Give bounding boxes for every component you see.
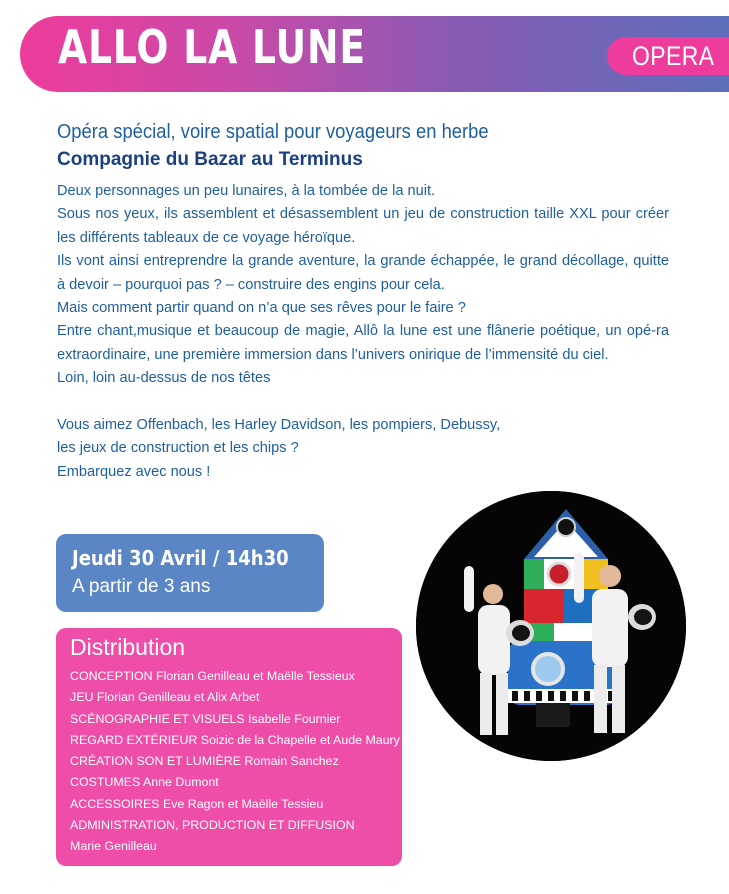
description-line: Ils vont ainsi entreprendre la grande aventure, la grande échappée, le grand décollage, quitte à devoir – pourquoi pas ? – construire des engins pour cela. bbox=[57, 253, 669, 293]
credit-item: ADMINISTRATION, PRODUCTION ET DIFFUSION bbox=[70, 818, 355, 833]
description-line: Sous nos yeux, ils assemblent et désassemblent un jeu de construction taille XXL pour créer les différents tableaux de ce voyage héroïque. bbox=[57, 206, 669, 246]
credit-item: CRÉATION SON ET LUMIÈRE Romain Sanchez bbox=[70, 754, 339, 769]
distribution-title: Distribution bbox=[70, 634, 186, 660]
show-photo-illustration bbox=[416, 491, 686, 761]
credits-list bbox=[70, 666, 400, 858]
show-description bbox=[57, 180, 669, 391]
description-line: Mais comment partir quand on n’a que ses rêves pour le faire ? bbox=[57, 300, 466, 317]
description-line: Entre chant,musique et beaucoup de magie, Allô la lune est une flânerie poétique, un opé-ra extraordinaire, une première immersion dans l’univers onirique de l’immensité du ciel. bbox=[57, 323, 669, 363]
description-line: Deux personnages un peu lunaires, à la tombée de la nuit. bbox=[57, 183, 436, 199]
age-recommendation: A partir de 3 ans bbox=[72, 576, 211, 597]
teaser-line: les jeux de construction et les chips ? bbox=[57, 440, 299, 457]
teaser-text bbox=[57, 414, 577, 484]
teaser-line: Vous aimez Offenbach, les Harley Davidson, les pompiers, Debussy, bbox=[57, 417, 501, 433]
credit-item: REGARD EXTÉRIEUR Soizic de la Chapelle et Aude Maury bbox=[70, 732, 400, 747]
credit-item: ACCESSOIRES Eve Ragon et Maëlle Tessieu bbox=[70, 796, 324, 811]
teaser-line: Embarquez avec nous ! bbox=[57, 463, 211, 480]
credit-item: SCÉNOGRAPHIE ET VISUELS Isabelle Fournier bbox=[70, 711, 341, 726]
credit-item: Marie Genilleau bbox=[70, 839, 157, 854]
company-name: Compagnie du Bazar au Terminus bbox=[57, 149, 363, 170]
page-title: ALLO LA LUNE bbox=[58, 20, 366, 74]
description-line: Loin, loin au-dessus de nos têtes bbox=[57, 370, 271, 387]
show-photo bbox=[416, 491, 686, 761]
genre-label: OPERA bbox=[632, 41, 715, 71]
show-subtitle: Opéra spécial, voire spatial pour voyageurs en herbe bbox=[57, 121, 489, 143]
credit-item: JEU Florian Genilleau et Alix Arbet bbox=[70, 690, 260, 705]
credit-item: CONCEPTION Florian Genilleau et Maëlle Tessieux bbox=[70, 669, 355, 683]
credit-item: COSTUMES Anne Dumont bbox=[70, 775, 219, 790]
performance-date: Jeudi 30 Avril / 14h30 bbox=[72, 546, 289, 570]
